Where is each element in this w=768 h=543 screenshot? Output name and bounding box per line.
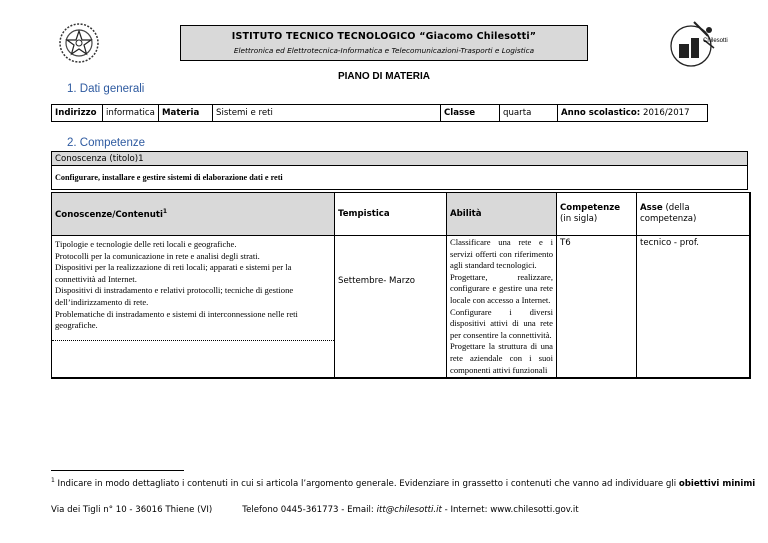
header-asse-label: Asse (640, 203, 663, 213)
tempistica-value: Settembre- Marzo (338, 276, 416, 286)
contenuto-item: Protocolli per la comunicazione in rete e analisi degli strati. (55, 250, 260, 261)
header-conoscenze (52, 193, 335, 236)
school-logo (664, 18, 734, 68)
indirizzo-label: Indirizzo (52, 105, 103, 122)
header-tempistica: Tempistica (335, 193, 447, 236)
footer-phone-email: Telefono 0445-361773 - Email: (242, 505, 377, 515)
classe-value: quarta (500, 105, 558, 122)
header-asse (637, 193, 750, 236)
materia-value: Sistemi e reti (213, 105, 441, 122)
table-header-row (52, 193, 750, 236)
abilita-item: Progettare la struttura di una rete aziendale con i suoi componenti attivi funzionali (450, 341, 553, 375)
contenuti-cell (52, 236, 335, 379)
anno-label: Anno scolastico: (561, 108, 641, 118)
document-title: PIANO DI MATERIA (337, 71, 431, 82)
footer-internet: - Internet: www.chilesotti.gov.it (441, 505, 579, 515)
school-header (180, 25, 588, 61)
materia-label: Materia (159, 105, 213, 122)
section-title-competenze: 2. Competenze (67, 137, 145, 149)
general-info-table (51, 104, 708, 122)
school-subtitle: Elettronica ed Elettrotecnica-Informatica e Telecomunicazioni-Trasporti e Logistica (233, 46, 535, 55)
conoscenza-header (51, 151, 748, 190)
contenuto-item: Problematiche di instradamento e sistemi di interconnessione nelle reti geografiche. (55, 308, 298, 331)
abilita-item: Configurare i diversi dispositivi attivi di una rete per consentire la connettività. (450, 306, 553, 340)
header-conoscenze-label: Conoscenze/Contenuti (55, 209, 163, 220)
header-abilita: Abilità (447, 193, 557, 236)
footnote-bold-text: obiettivi minimi (678, 478, 756, 489)
header-asse-rest: (della competenza) (640, 203, 697, 224)
footnote-number: 1 (51, 477, 55, 484)
indirizzo-value: informatica (103, 105, 159, 122)
header-competenze-sub: (in sigla) (560, 214, 598, 224)
page-footer (51, 505, 579, 515)
tempistica-cell (335, 236, 447, 379)
footer-email-link[interactable]: itt@chilesotti.it (376, 505, 442, 515)
footnote-separator (51, 470, 184, 471)
republic-emblem-icon (58, 22, 100, 64)
school-name: ISTITUTO TECNICO TECNOLOGICO “Giacomo Chilesotti” (231, 31, 537, 42)
contenuto-item: Tipologie e tecnologie delle reti locali e geografiche. (55, 239, 237, 249)
contenuto-item: Dispositivi per la realizzazione di reti locali; apparati e sistemi per la connettività ad Internet. (55, 262, 292, 284)
competenze-cell: T6 (557, 236, 637, 379)
footnote-text: Indicare in modo dettagliato i contenuti in cui si articola l’argomento generale. Evidenziare in grassetto i contenuti che vanno ad individuare gli (54, 478, 679, 489)
footer-address: Via dei Tigli n° 10 - 36016 Thiene (VI) (51, 505, 213, 515)
table-row (52, 236, 750, 379)
logo-text: Chilesotti (703, 38, 728, 44)
contenuto-item: Dispositivi di instradamento e relativi protocolli; tecniche di gestione dell’indirizzamento di rete. (55, 285, 294, 307)
section-title-dati-generali: 1. Dati generali (67, 83, 145, 95)
conoscenza-title: Conoscenza (titolo)1 (51, 151, 748, 165)
footnote (51, 476, 767, 489)
asse-cell: tecnico - prof. (637, 236, 750, 379)
header-competenze (557, 193, 637, 236)
anno-cell (558, 105, 708, 122)
abilita-cell (447, 236, 557, 379)
abilita-item: Progettare, realizzare, configurare e gestire una rete locale con accesso a Internet. (450, 271, 553, 305)
classe-label: Classe (441, 105, 500, 122)
abilita-item: Classificare una rete e i servizi offerti con riferimento agli standard tecnologici. (450, 237, 553, 271)
competenze-table (51, 192, 751, 379)
conoscenza-text: Configurare, installare e gestire sistemi di elaborazione dati e reti (51, 165, 748, 190)
anno-value: 2016/2017 (642, 108, 690, 118)
header-competenze-label: Competenze (560, 203, 621, 213)
contenuti-list (52, 236, 334, 341)
header-conoscenze-footnote-ref: 1 (162, 208, 168, 216)
